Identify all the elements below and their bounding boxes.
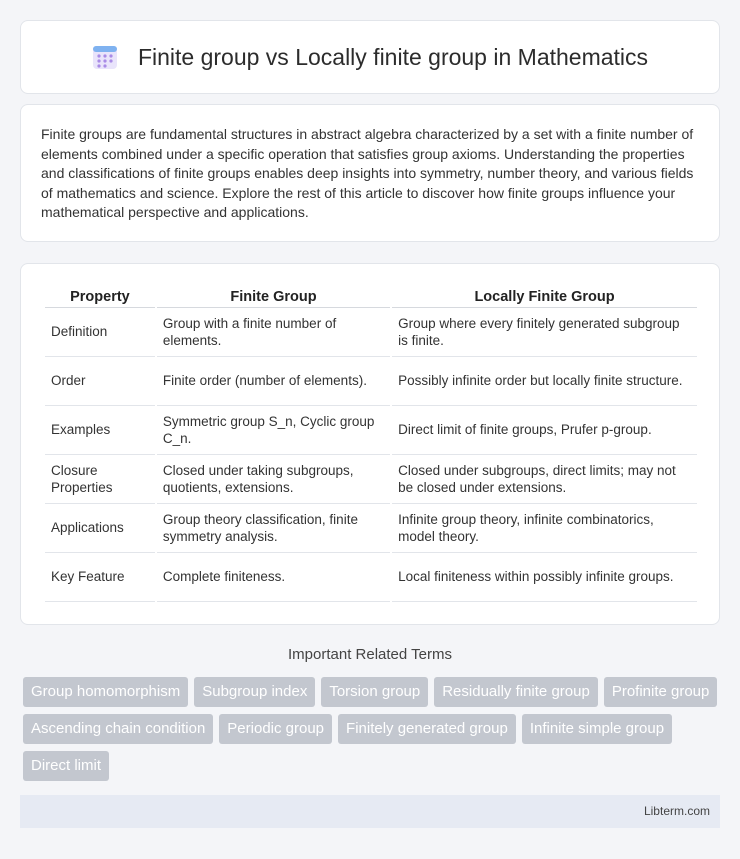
comparison-table-card xyxy=(20,263,720,625)
locally-finite-cell: Group where every finitely generated subgroup is finite. xyxy=(392,308,697,357)
locally-finite-cell: Local finiteness within possibly infinite groups. xyxy=(392,553,697,602)
property-cell: Definition xyxy=(45,308,155,357)
header-finite-group: Finite Group xyxy=(157,286,390,308)
finite-cell: Complete finiteness. xyxy=(157,553,390,602)
related-terms-title: Important Related Terms xyxy=(288,646,452,663)
related-term-tag[interactable]: Group homomorphism xyxy=(23,677,188,707)
table-row xyxy=(45,357,697,406)
header-card xyxy=(20,20,720,94)
locally-finite-cell: Infinite group theory, infinite combinatorics, model theory. xyxy=(392,504,697,553)
related-term-tag[interactable]: Ascending chain condition xyxy=(23,714,213,744)
related-term-tag[interactable]: Periodic group xyxy=(219,714,332,744)
property-cell: Key Feature xyxy=(45,553,155,602)
locally-finite-cell: Possibly infinite order but locally finite structure. xyxy=(392,357,697,406)
footer-brand[interactable]: Libterm.com xyxy=(643,804,710,818)
related-term-tag[interactable]: Residually finite group xyxy=(434,677,598,707)
comparison-table xyxy=(43,286,699,602)
related-term-tag[interactable]: Profinite group xyxy=(604,677,718,707)
table-row xyxy=(45,553,697,602)
finite-cell: Finite order (number of elements). xyxy=(157,357,390,406)
finite-cell: Group with a finite number of elements. xyxy=(157,308,390,357)
finite-cell: Closed under taking subgroups, quotients, extensions. xyxy=(157,455,390,504)
locally-finite-cell: Closed under subgroups, direct limits; may not be closed under extensions. xyxy=(392,455,697,504)
table-row xyxy=(45,406,697,455)
intro-text: Finite groups are fundamental structures in abstract algebra characterized by a set with a finite number of elements combined under a specific operation that satisfies group axioms. Understanding the properties and classifications of finite groups enables deep insights into symmetry, number theory, and various fields of mathematics and science. Explore the rest of this article to discover how finite groups influence your mathematical perspective and applications. xyxy=(41,126,694,221)
header-property: Property xyxy=(45,286,155,308)
property-cell: Order xyxy=(45,357,155,406)
table-header-row xyxy=(45,286,697,308)
property-cell: Closure Properties xyxy=(45,455,155,504)
related-term-tag[interactable]: Direct limit xyxy=(23,751,109,781)
table-row xyxy=(45,308,697,357)
related-term-tag[interactable]: Torsion group xyxy=(321,677,428,707)
related-terms-list xyxy=(23,677,723,781)
finite-cell: Group theory classification, finite symmetry analysis. xyxy=(157,504,390,553)
related-term-tag[interactable]: Finitely generated group xyxy=(338,714,516,744)
table-row xyxy=(45,455,697,504)
property-cell: Applications xyxy=(45,504,155,553)
property-cell: Examples xyxy=(45,406,155,455)
footer xyxy=(20,795,720,828)
calendar-grid-icon xyxy=(92,44,118,70)
intro-card xyxy=(20,104,720,242)
header-locally-finite-group: Locally Finite Group xyxy=(392,286,697,308)
related-term-tag[interactable]: Subgroup index xyxy=(194,677,315,707)
table-row xyxy=(45,504,697,553)
page-title: Finite group vs Locally finite group in Mathematics xyxy=(137,43,649,70)
related-term-tag[interactable]: Infinite simple group xyxy=(522,714,672,744)
finite-cell: Symmetric group S_n, Cyclic group C_n. xyxy=(157,406,390,455)
locally-finite-cell: Direct limit of finite groups, Prufer p-group. xyxy=(392,406,697,455)
